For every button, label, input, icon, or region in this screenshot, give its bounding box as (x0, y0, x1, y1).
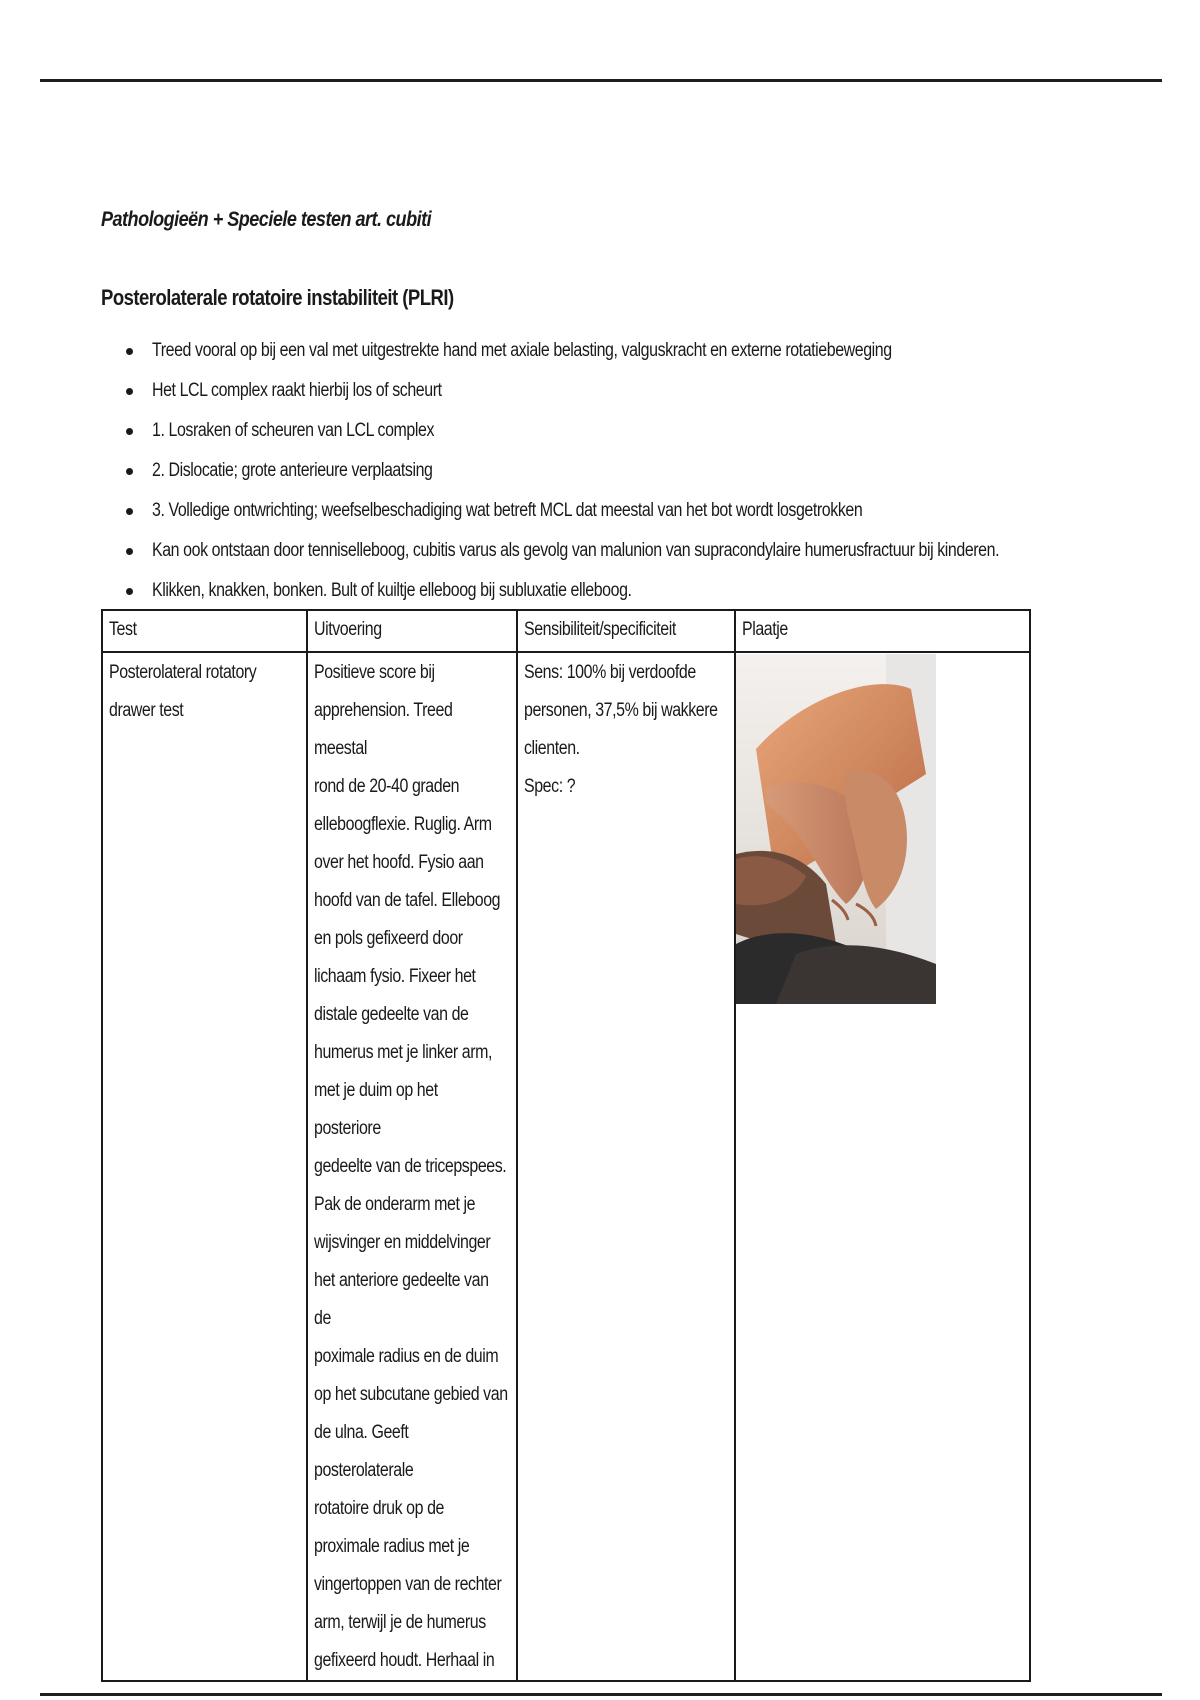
bullet-list (120, 338, 1120, 618)
list-item: Kan ook ontstaan door tenniselleboog, cubitis varus als gevolg van malunion van supracondylaire humerusfractuur bij kinderen. (120, 538, 1120, 578)
bullet-icon (126, 548, 133, 555)
bullet-icon (126, 428, 133, 435)
table-row (102, 652, 1030, 1681)
list-item: 2. Dislocatie; grote anterieure verplaatsing (120, 458, 1120, 498)
cell-test: Posterolateral rotatory drawer test (102, 652, 307, 1681)
column-header-uitvoering: Uitvoering (307, 610, 517, 652)
bullet-icon (126, 388, 133, 395)
elbow-test-photo-icon (736, 654, 936, 1004)
document-title: Pathologieën + Speciele testen art. cubiti (101, 208, 432, 231)
cell-uitvoering: Positieve score bij apprehension. Treed meestal rond de 20-40 graden elleboogflexie. Ruglig. Arm over het hoofd. Fysio aan hoofd van de tafel. Elleboog en pols gefixeerd door lichaam fysio. Fixeer het distale gedeelte van de humerus met je linker arm, met je duim op het posteriore gedeelte van de tricepspees. Pak de onderarm met je wijsvinger en middelvinger het anteriore gedeelte van de poximale radius en de duim op het subcutane gebied van de ulna. Geeft posterolaterale rotatoire druk op de proximale radius met je vingertoppen van de rechter arm, terwijl je de humerus gefixeerd houdt. Herhaal in (307, 652, 517, 1681)
list-item: 3. Volledige ontwrichting; weefselbeschadiging wat betreft MCL dat meestal van het bot wordt losgetrokken (120, 498, 1120, 538)
list-item: Treed vooral op bij een val met uitgestrekte hand met axiale belasting, valguskracht en externe rotatiebeweging (120, 338, 1120, 378)
header-rule (40, 79, 1162, 82)
bullet-icon (126, 348, 133, 355)
footer-rule (40, 1693, 1162, 1696)
table-header-row (102, 610, 1030, 652)
list-item: Het LCL complex raakt hierbij los of scheurt (120, 378, 1120, 418)
cell-plaatje (735, 652, 1030, 1681)
column-header-sens-spec: Sensibiliteit/specificiteit (517, 610, 735, 652)
cell-sens-spec: Sens: 100% bij verdoofde personen, 37,5% bij wakkere clienten. Spec: ? (517, 652, 735, 1681)
bullet-icon (126, 508, 133, 515)
list-item: Klikken, knakken, bonken. Bult of kuiltje elleboog bij subluxatie elleboog. (120, 578, 1120, 618)
tests-table (101, 609, 1031, 1682)
bullet-icon (126, 588, 133, 595)
column-header-test: Test (102, 610, 307, 652)
test-photo (736, 654, 936, 1004)
column-header-plaatje: Plaatje (735, 610, 1030, 652)
bullet-icon (126, 468, 133, 475)
list-item: 1. Losraken of scheuren van LCL complex (120, 418, 1120, 458)
section-title: Posterolaterale rotatoire instabiliteit (PLRI) (101, 285, 454, 310)
